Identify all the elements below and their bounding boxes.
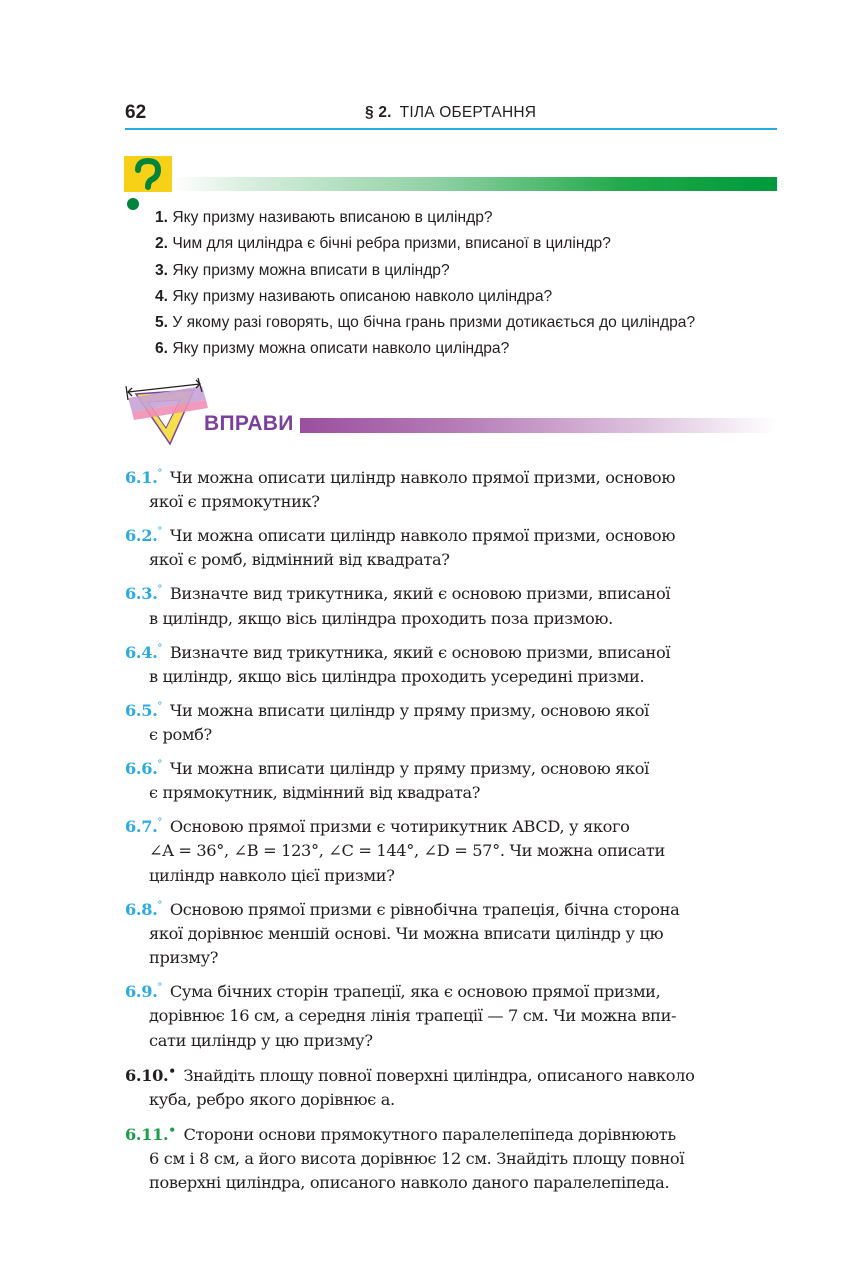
- drafting-tools-icon: [122, 378, 214, 448]
- question-mark-icon: [122, 156, 174, 212]
- exercises-banner-bar: [300, 418, 777, 433]
- exercise-item: 6.5.° Чи можна вписати циліндр у пряму призму, основою якої є ромб?: [125, 700, 649, 745]
- exercise-item: 6.1.° Чи можна описати циліндр навколо прямої призми, основою якої є прямокутник?: [125, 468, 676, 512]
- question-item: 3. Яку призму можна вписати в циліндр?: [155, 261, 450, 279]
- exercises-list: [125, 462, 777, 1201]
- page-number: 62: [125, 102, 147, 123]
- exercise-item: 6.6.° Чи можна вписати циліндр у пряму призму, основою якої є прямокутник, відмінний від квадрата?: [125, 758, 649, 803]
- header-rule: [125, 128, 777, 130]
- exercise-item: 6.8.° Основою прямої призми є рівнобічна трапеція, бічна сторона якої дорівнює меншій основі. Чи можна вписати циліндр у цю призму?: [125, 899, 680, 968]
- exercise-item: 6.11.• Сторони основи прямокутного паралелепіпеда дорівнюють 6 см і 8 см, а його висота дорівнює 12 см. Знайдіть площу повної поверхні циліндра, описаного навколо даного паралелепіпеда.: [125, 1122, 685, 1193]
- exercise-item: 6.2.° Чи можна описати циліндр навколо прямої призми, основою якої є ромб, відмінний від квадрата?: [125, 526, 676, 570]
- question-item: 5. У якому разі говорять, що бічна грань призми дотикається до циліндра?: [155, 314, 696, 332]
- exercise-item: 6.3.° Визначте вид трикутника, який є основою призми, вписаної в циліндр, якщо вісь циліндра проходить поза призмою.: [125, 584, 671, 628]
- page-header: [125, 100, 777, 130]
- exercise-item: 6.7.° Основою прямої призми є чотирикутник ABCD, у якого ∠A = 36°, ∠B = 123°, ∠C = 144°, ∠D = 57°. Чи можна описати циліндр навколо цієї призми?: [125, 817, 665, 885]
- section-title: ТІЛА ОБЕРТАННЯ: [399, 104, 537, 121]
- exercise-item: 6.4.° Визначте вид трикутника, який є основою призми, вписаної в циліндр, якщо вісь циліндра проходить усередині призми.: [125, 642, 671, 686]
- question-item: 1. Яку призму називають вписаною в циліндр?: [155, 209, 493, 226]
- review-questions-list: [155, 205, 795, 363]
- exercises-heading: ВПРАВИ: [204, 412, 294, 435]
- section-number: § 2.: [365, 104, 392, 121]
- exercise-item: 6.10.• Знайдіть площу повної поверхні циліндра, описаного навколо куба, ребро якого дорівнює a.: [125, 1063, 695, 1109]
- questions-banner-bar: [172, 177, 777, 191]
- question-item: 4. Яку призму називають описаною навколо циліндра?: [155, 287, 553, 305]
- exercise-item: 6.9.° Сума бічних сторін трапеції, яка є основою прямої призми, дорівнює 16 см, а середня лінія трапеції — 7 см. Чи можна впи- сати циліндр у цю призму?: [125, 982, 677, 1050]
- section-heading: [365, 104, 536, 122]
- question-item: 2. Чим для циліндра є бічні ребра призми, вписаної в циліндр?: [155, 235, 611, 253]
- question-item: 6. Яку призму можна описати навколо циліндра?: [155, 340, 510, 358]
